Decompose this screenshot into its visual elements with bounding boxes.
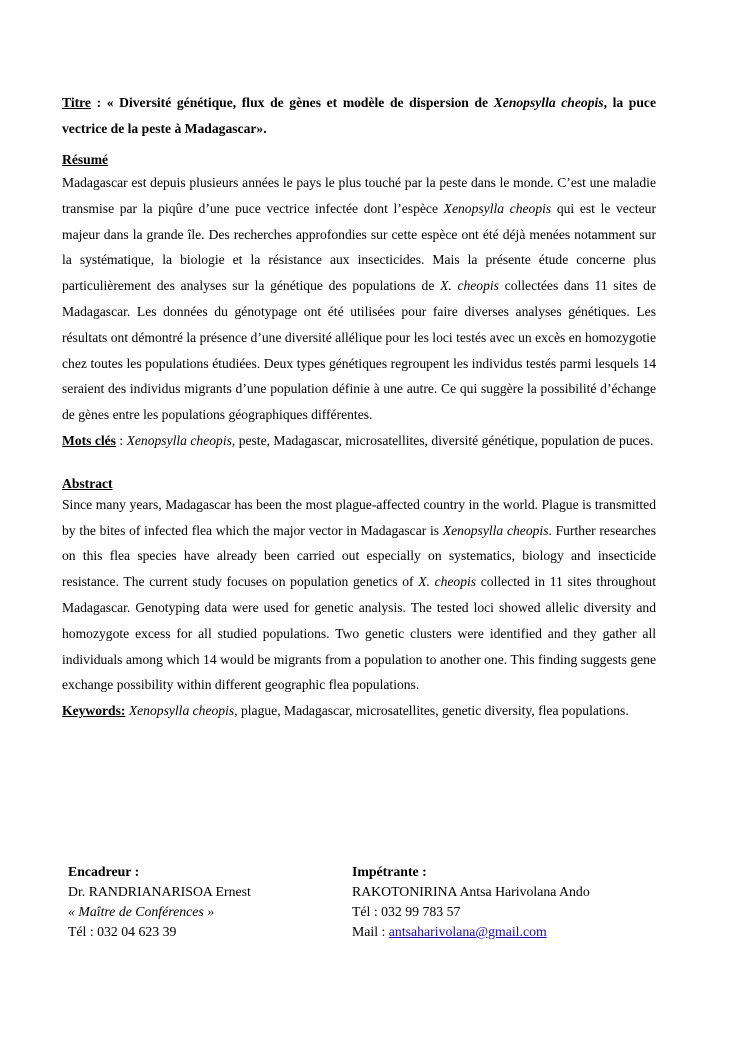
- supervisor-title: « Maître de Conférences »: [68, 904, 215, 919]
- candidate-phone: Tél : 032 99 783 57: [352, 904, 461, 919]
- resume-text: Madagascar est depuis plusieurs années le pays le plus touché par la peste dans le monde. C’est une maladie transmise par la piqûre d’une puce vectrice infectée dont l’espèce Xenopsylla cheopis qui est le vecteur majeur dans la grande île. Des recherches approfondies sur cette espèce ont été déjà menées notamment sur la systématique, la biologie et la résistance aux insecticides. Mais la présente étude concerne plus particulièrement des analyses sur la génétique des populations de X. cheopis collectées dans 11 sites de Madagascar. Les données du génotypage ont été utilisées pour faire diverses analyses génétiques. Les résultats ont démontré la présence d’une diversité allélique pour les loci testés avec un excès en homozygotie chez toutes les populations étudiées. Deux types génétiques regroupent les individus testés parmi lesquels 14 seraient des individus migrants d’une population définie à une autre. Ce qui suggère la possibilité d’échange de gènes entre les populations géographiques différentes.: [62, 175, 657, 423]
- supervisor-block: [68, 862, 251, 942]
- supervisor-phone: Tél : 032 04 623 39: [68, 924, 177, 939]
- title-label: Titre: [62, 95, 91, 110]
- supervisor-label: Encadreur :: [68, 864, 140, 879]
- abstract-heading: Abstract: [62, 475, 113, 491]
- keywords-label-en: Keywords:: [62, 703, 126, 719]
- abstract-text: Since many years, Madagascar has been the most plague-affected country in the world. Plague is transmitted by the bites of infected flea which the major vector in Madagascar is Xenopsylla cheopis. Further researches on this flea species have already been carried out especially on systematics, biology and insecticide resistance. The current study focuses on population genetics of X. cheopis collected in 11 sites throughout Madagascar. Genotyping data were used for genetic analysis. The tested loci showed allelic diversity and homozygote excess for all studied populations. Two genetic clusters were identified and they gather all individuals among which 14 would be migrants from a population to another one. This finding suggests gene exchange possibility within different geographic flea populations.: [62, 496, 656, 693]
- candidate-label: Impétrante :: [352, 864, 427, 879]
- abstract-keywords: Keywords: Xenopsylla cheopis, plague, Madagascar, microsatellites, genetic diversity, flea populations.: [62, 703, 629, 719]
- title-species: Xenopsylla cheopis: [493, 95, 604, 110]
- thesis-title: Titre : « Diversité génétique, flux de gènes et modèle de dispersion de Xenopsylla cheopis, la puce vectrice de la peste à Madagascar».: [62, 95, 656, 136]
- resume-heading: Résumé: [62, 152, 109, 167]
- candidate-block: [352, 862, 590, 942]
- candidate-mail: Mail : antsaharivolana@gmail.com: [352, 924, 547, 939]
- resume-keywords: Mots clés : Xenopsylla cheopis, peste, Madagascar, microsatellites, diversité génétique, population de puces.: [62, 432, 654, 448]
- document-body: [62, 90, 656, 724]
- keywords-label-fr: Mots clés: [62, 432, 116, 448]
- candidate-name: RAKOTONIRINA Antsa Harivolana Ando: [352, 884, 590, 899]
- supervisor-name: Dr. RANDRIANARISOA Ernest: [68, 884, 251, 899]
- email-link[interactable]: antsaharivolana@gmail.com: [388, 924, 547, 939]
